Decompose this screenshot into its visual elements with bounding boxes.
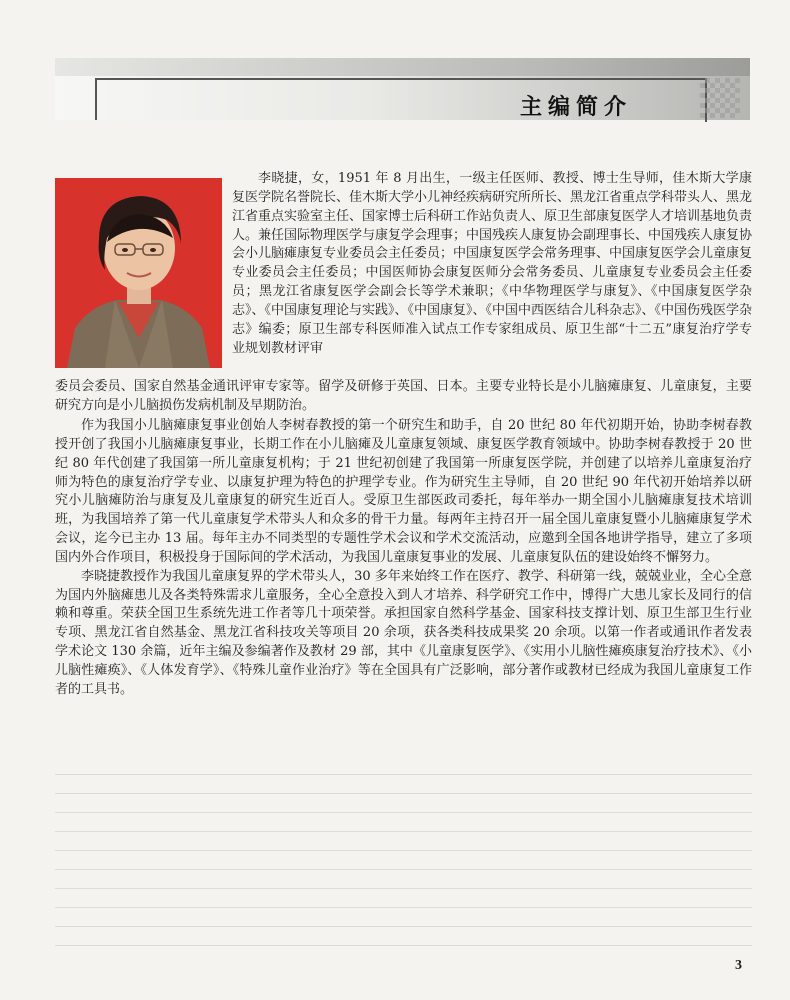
author-portrait xyxy=(55,178,222,368)
bio-paragraph-3: 李晓捷教授作为我国儿童康复界的学术带头人，30 多年来始终工作在医疗、教学、科研第一线，兢兢业业，全心全意为国内外脑瘫患儿及各类特殊需求儿童服务，全心全意投入到人才培养、科学研究工作中，博得广大患儿家长及同行的信赖和尊重。荣获全国卫生系统先进工作者等几十项荣誉。承担国家自然科学基金、国家科技支撑计划、原卫生部卫生行业专项、黑龙江省自然基金、黑龙江省科技攻关等项目 20 余项，获各类科技成果奖 20 余项。以第一作者或通讯作者发表学术论文 130 余篇，近年主编及参编著作及教材 29 部，其中《儿童康复医学》、《实用小儿脑性瘫痪康复治疗技术》、《小儿脑性瘫痪》、《人体发育学》、《特殊儿童作业治疗》等在全国具有广泛影响，部分著作或教材已经成为我国儿童康复工作者的工具书。 xyxy=(55,568,752,697)
title-banner-bar xyxy=(55,58,750,76)
bio-paragraph-1-continued xyxy=(55,378,752,416)
bio-paragraph-1-text: 李晓捷，女，1951 年 8 月出生，一级主任医师、教授、博士生导师，佳木斯大学康复医学院名誉院长、佳木斯大学小儿神经疾病研究所所长、黑龙江省重点学科带头人、黑龙江省重点实验室主任、国家博士后科研工作站负责人、原卫生部康复医学人才培训基地负责人。兼任国际物理医学与康复学会理事；中国残疾人康复协会副理事长、中国残疾人康复协会小儿脑瘫康复专业委员会主任委员；中国康复医学会常务理事、中国康复医学会儿童康复专业委员会主任委员；中国医师协会康复医师分会常务委员、儿童康复专业委员会主任委员；黑龙江省康复医学会副会长等学术兼职；《中华物理医学与康复》、《中国康复医学杂志》、《中国康复理论与实践》、《中国康复》、《中国中西医结合儿科杂志》、《中国伤残医学杂志》编委；原卫生部专科医师准入试点工作专家组成员、原卫生部“十二五”康复治疗学专业规划教材评审 xyxy=(232,171,753,356)
page-title: 主编简介 xyxy=(520,95,633,120)
portrait-illustration xyxy=(55,178,222,368)
bio-body xyxy=(55,417,752,700)
bio-paragraph-2: 作为我国小儿脑瘫康复事业创始人李树春教授的第一个研究生和助手，自 20 世纪 80 年代初期开始，协助李树春教授开创了我国小儿脑瘫康复事业，长期工作在小儿脑瘫及儿童康复领域、康复医学教育领域中。协助李树春教授于 20 世纪 80 年代创建了我国第一所儿童康复机构；于 21 世纪初创建了我国第一所康复医学院，并创建了以培养儿童康复治疗师为特色的康复治疗学专业、以康复护理为特色的护理学专业。作为研究生主导师，自 20 世纪 90 年代初开始培养以研究小儿脑瘫防治与康复及儿童康复的研究生近百人。受原卫生部医政司委托，每年举办一期全国小儿脑瘫康复技术培训班，为我国培养了第一代儿童康复学术带头人和众多的骨干力量。每两年主持召开一届全国儿童康复暨小儿脑瘫康复学术会议，迄今已主办 13 届。每年主办不同类型的专题性学术会议和学术交流活动，应邀到全国各地讲学指导，建立了多项国内外合作项目，积极投身于国际间的学术活动，为我国儿童康复事业的发展、儿童康复队伍的建设始终不懈努力。 xyxy=(55,418,752,565)
bio-paragraph-1-rest: 委员会委员、国家自然基金通讯评审专家等。留学及研修于英国、日本。主要专业特长是小儿脑瘫康复、儿童康复，主要研究方向是小儿脑损伤发病机制及早期防治。 xyxy=(55,379,752,413)
bleed-through-text xyxy=(55,760,752,950)
title-frame-left xyxy=(95,78,97,120)
bio-paragraph-1 xyxy=(232,170,752,358)
page-number: 3 xyxy=(735,958,742,973)
checker-decoration xyxy=(700,78,740,118)
